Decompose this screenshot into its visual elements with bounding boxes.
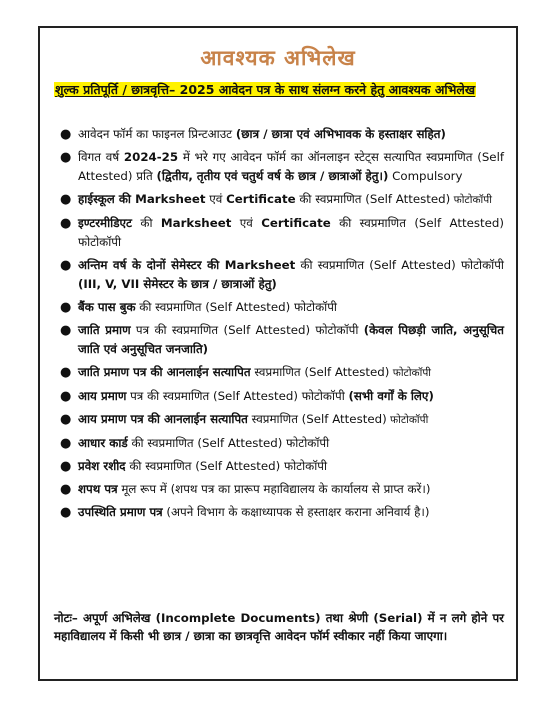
bullet-icon: ● xyxy=(60,482,72,497)
subtitle xyxy=(54,80,504,99)
list-item: ● प्रवेश रशीद की स्वप्रमाणित (Self Attested) फोटोकॉपी xyxy=(60,459,328,474)
list-item: ● हाईस्कूल की Marksheet एवं Certificate की स्वप्रमाणित (Self Attested) फोटोकॉपी xyxy=(60,192,492,207)
note-text: नोटः– अपूर्ण अभिलेख (Incomplete Documents) तथा श्रेणी (Serial) में न लगे होने पर महाविद्यालय में किसी भी छात्र / छात्रा का छात्रवृत्ति आवेदन फॉर्म स्वीकार नहीं किया जाएगा। xyxy=(54,611,504,643)
list-item: ● आधार कार्ड की स्वप्रमाणित (Self Attested) फोटोकॉपी xyxy=(60,436,330,451)
bullet-icon: ● xyxy=(60,505,72,520)
bullet-icon: ● xyxy=(60,300,72,315)
bullet-icon: ● xyxy=(60,258,72,273)
list-item: ● बैंक पास बुक की स्वप्रमाणित (Self Attested) फोटोकॉपी xyxy=(60,300,337,315)
page-title: आवश्यक अभिलेख xyxy=(200,46,356,70)
subtitle-highlight: शुल्क प्रतिपूर्ति / छात्रवृत्ति– 2025 आवेदन पत्र के साथ संलग्न करने हेतु आवश्यक अभिलेख xyxy=(55,82,476,97)
list-item: ● जाति प्रमाण पत्र की आनलाईन सत्यापित स्वप्रमाणित (Self Attested) फोटोकॉपी xyxy=(60,365,432,380)
bullet-icon: ● xyxy=(60,365,72,380)
bullet-icon: ● xyxy=(60,323,72,338)
bullet-icon: ● xyxy=(60,192,72,207)
documents-list xyxy=(58,125,504,526)
list-item: ● आय प्रमाण पत्र की आनलाईन सत्यापित स्वप्रमाणित (Self Attested) फोटोकॉपी xyxy=(60,412,429,427)
list-item: ● जाति प्रमाण पत्र की स्वप्रमाणित (Self Attested) फोटोकॉपी (केवल पिछड़ी जाति, अनुसूचित जाति एवं अनुसूचित जनजाति) xyxy=(60,323,504,356)
list-item: ● विगत वर्ष 2024-25 में भरे गए आवेदन फॉर्म का ऑनलाइन स्टेट्स सत्यापित स्वप्रमाणित (Self Attested) प्रति (द्वितीय, तृतीय एवं चतुर्थ वर्ष के छात्र / छात्राओं हेतु।) Compulsory xyxy=(60,150,505,183)
list-item: ● उपस्थिति प्रमाण पत्र (अपने विभाग के कक्षाध्यापक से हस्ताक्षर कराना अनिवार्य है।) xyxy=(60,505,430,520)
list-item: ● शपथ पत्र मूल रूप में (शपथ पत्र का प्रारूप महाविद्यालय के कार्यालय से प्राप्त करें।) xyxy=(60,482,431,497)
bullet-icon: ● xyxy=(60,436,72,451)
list-item: ● अन्तिम वर्ष के दोनों सेमेस्टर की Marksheet की स्वप्रमाणित (Self Attested) फोटोकॉपी (III, V, VII सेमेस्टर के छात्र / छात्राओं हेतु) xyxy=(60,258,504,291)
bullet-icon: ● xyxy=(60,150,72,165)
list-item: ● आय प्रमाण पत्र की स्वप्रमाणित (Self Attested) फोटोकॉपी (सभी वर्गों के लिए) xyxy=(60,389,434,404)
bullet-icon: ● xyxy=(60,459,72,474)
bullet-icon: ● xyxy=(60,127,72,142)
bullet-icon: ● xyxy=(60,216,72,231)
bullet-icon: ● xyxy=(60,412,72,427)
bullet-icon: ● xyxy=(60,389,72,404)
list-item: ● इण्टरमीडिएट की Marksheet एवं Certificate की स्वप्रमाणित (Self Attested) फोटोकॉपी xyxy=(60,216,504,249)
list-item: ● आवेदन फॉर्म का फाइनल प्रिन्टआउट (छात्र / छात्रा एवं अभिभावक के हस्ताक्षर सहित) xyxy=(60,127,446,142)
